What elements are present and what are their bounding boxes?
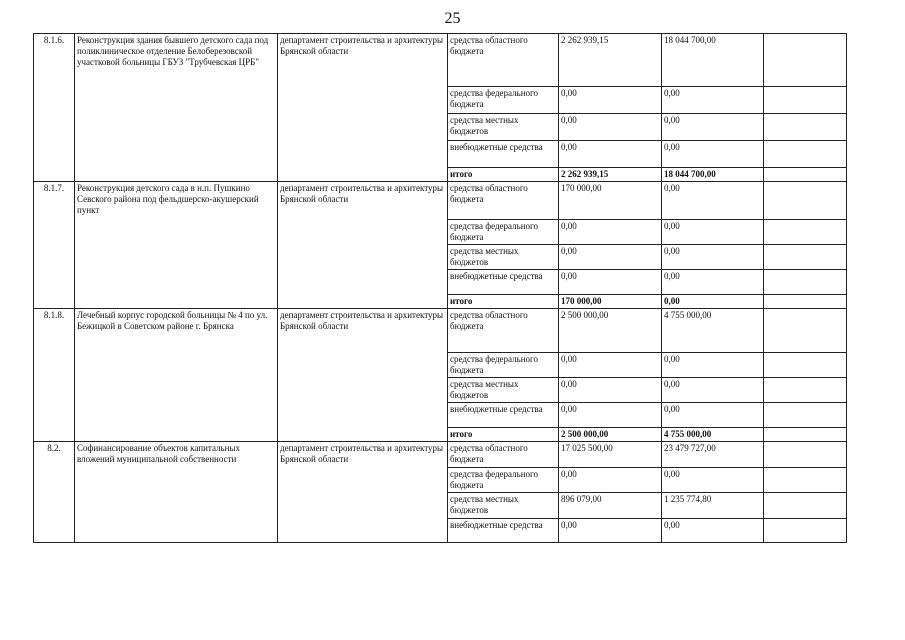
item-name: Реконструкция детского сада в н.п. Пушкино Севского района под фельдшерско-акушерский пункт (75, 182, 278, 309)
amount-year-1: 0,00 (559, 141, 662, 168)
funding-source: средства местных бюджетов (448, 378, 559, 403)
amount-year-1: 896 079,00 (559, 493, 662, 519)
amount-year-1: 170 000,00 (559, 295, 662, 309)
amount-year-3 (764, 182, 847, 220)
amount-year-1: 0,00 (559, 519, 662, 543)
amount-year-1: 0,00 (559, 378, 662, 403)
funding-source: средства областного бюджета (448, 34, 559, 87)
amount-year-1: 2 500 000,00 (559, 428, 662, 442)
amount-year-3 (764, 403, 847, 428)
amount-year-3 (764, 493, 847, 519)
amount-year-2: 0,00 (662, 353, 764, 378)
funding-source: внебюджетные средства (448, 519, 559, 543)
funding-source: внебюджетные средства (448, 270, 559, 295)
amount-year-2: 0,00 (662, 270, 764, 295)
funding-source: итого (448, 428, 559, 442)
amount-year-1: 170 000,00 (559, 182, 662, 220)
item-executor: департамент строительства и архитектуры Брянской области (278, 309, 448, 442)
amount-year-2: 18 044 700,00 (662, 34, 764, 87)
amount-year-3 (764, 141, 847, 168)
amount-year-1: 2 262 939,15 (559, 168, 662, 182)
amount-year-3 (764, 519, 847, 543)
item-executor: департамент строительства и архитектуры Брянской области (278, 34, 448, 182)
funding-source: средства областного бюджета (448, 309, 559, 353)
amount-year-2: 0,00 (662, 403, 764, 428)
amount-year-2: 1 235 774,80 (662, 493, 764, 519)
funding-source: средства местных бюджетов (448, 493, 559, 519)
funding-source: внебюджетные средства (448, 403, 559, 428)
amount-year-2: 18 044 700,00 (662, 168, 764, 182)
funding-source: средства местных бюджетов (448, 245, 559, 270)
funding-source: средства федерального бюджета (448, 353, 559, 378)
funding-source: средства федерального бюджета (448, 220, 559, 245)
amount-year-3 (764, 245, 847, 270)
amount-year-3 (764, 428, 847, 442)
funding-source: итого (448, 168, 559, 182)
amount-year-3 (764, 295, 847, 309)
amount-year-1: 0,00 (559, 270, 662, 295)
funding-source: средства областного бюджета (448, 182, 559, 220)
page-number: 25 (444, 10, 461, 27)
amount-year-2: 4 755 000,00 (662, 428, 764, 442)
amount-year-2: 0,00 (662, 220, 764, 245)
table-row (34, 34, 847, 87)
program-table (33, 33, 847, 543)
amount-year-2: 0,00 (662, 182, 764, 220)
funding-source: средства областного бюджета (448, 442, 559, 468)
item-name: Лечебный корпус городской больницы № 4 по ул. Бежицкой в Советском районе г. Брянска (75, 309, 278, 442)
amount-year-2: 0,00 (662, 519, 764, 543)
amount-year-1: 0,00 (559, 245, 662, 270)
amount-year-3 (764, 270, 847, 295)
table-row (34, 442, 847, 468)
amount-year-2: 0,00 (662, 114, 764, 141)
amount-year-1: 17 025 500,00 (559, 442, 662, 468)
item-number: 8.1.6. (34, 34, 75, 182)
item-name: Софинансирование объектов капитальных вложений муниципальной собственности (75, 442, 278, 543)
amount-year-1: 0,00 (559, 87, 662, 114)
amount-year-1: 0,00 (559, 403, 662, 428)
amount-year-2: 0,00 (662, 378, 764, 403)
item-executor: департамент строительства и архитектуры Брянской области (278, 442, 448, 543)
item-number: 8.1.7. (34, 182, 75, 309)
amount-year-1: 0,00 (559, 353, 662, 378)
amount-year-2: 0,00 (662, 468, 764, 493)
item-name: Реконструкция здания бывшего детского сада под поликлиническое отделение Белоберезовской участковой больницы ГБУЗ "Трубчевская ЦРБ" (75, 34, 278, 182)
amount-year-3 (764, 468, 847, 493)
amount-year-2: 4 755 000,00 (662, 309, 764, 353)
amount-year-1: 2 500 000,00 (559, 309, 662, 353)
amount-year-3 (764, 220, 847, 245)
table-row (34, 182, 847, 220)
amount-year-3 (764, 87, 847, 114)
amount-year-2: 0,00 (662, 295, 764, 309)
amount-year-3 (764, 34, 847, 87)
item-number: 8.2. (34, 442, 75, 543)
amount-year-2: 0,00 (662, 141, 764, 168)
amount-year-3 (764, 353, 847, 378)
amount-year-3 (764, 168, 847, 182)
amount-year-3 (764, 114, 847, 141)
amount-year-2: 23 479 727,00 (662, 442, 764, 468)
funding-source: итого (448, 295, 559, 309)
amount-year-2: 0,00 (662, 245, 764, 270)
amount-year-1: 0,00 (559, 220, 662, 245)
item-number: 8.1.8. (34, 309, 75, 442)
table-row (34, 309, 847, 353)
funding-source: средства федерального бюджета (448, 468, 559, 493)
amount-year-1: 2 262 939,15 (559, 34, 662, 87)
amount-year-1: 0,00 (559, 114, 662, 141)
funding-source: средства местных бюджетов (448, 114, 559, 141)
funding-source: средства федерального бюджета (448, 87, 559, 114)
amount-year-3 (764, 442, 847, 468)
funding-source: внебюджетные средства (448, 141, 559, 168)
amount-year-2: 0,00 (662, 87, 764, 114)
amount-year-3 (764, 309, 847, 353)
amount-year-3 (764, 378, 847, 403)
amount-year-1: 0,00 (559, 468, 662, 493)
item-executor: департамент строительства и архитектуры Брянской области (278, 182, 448, 309)
